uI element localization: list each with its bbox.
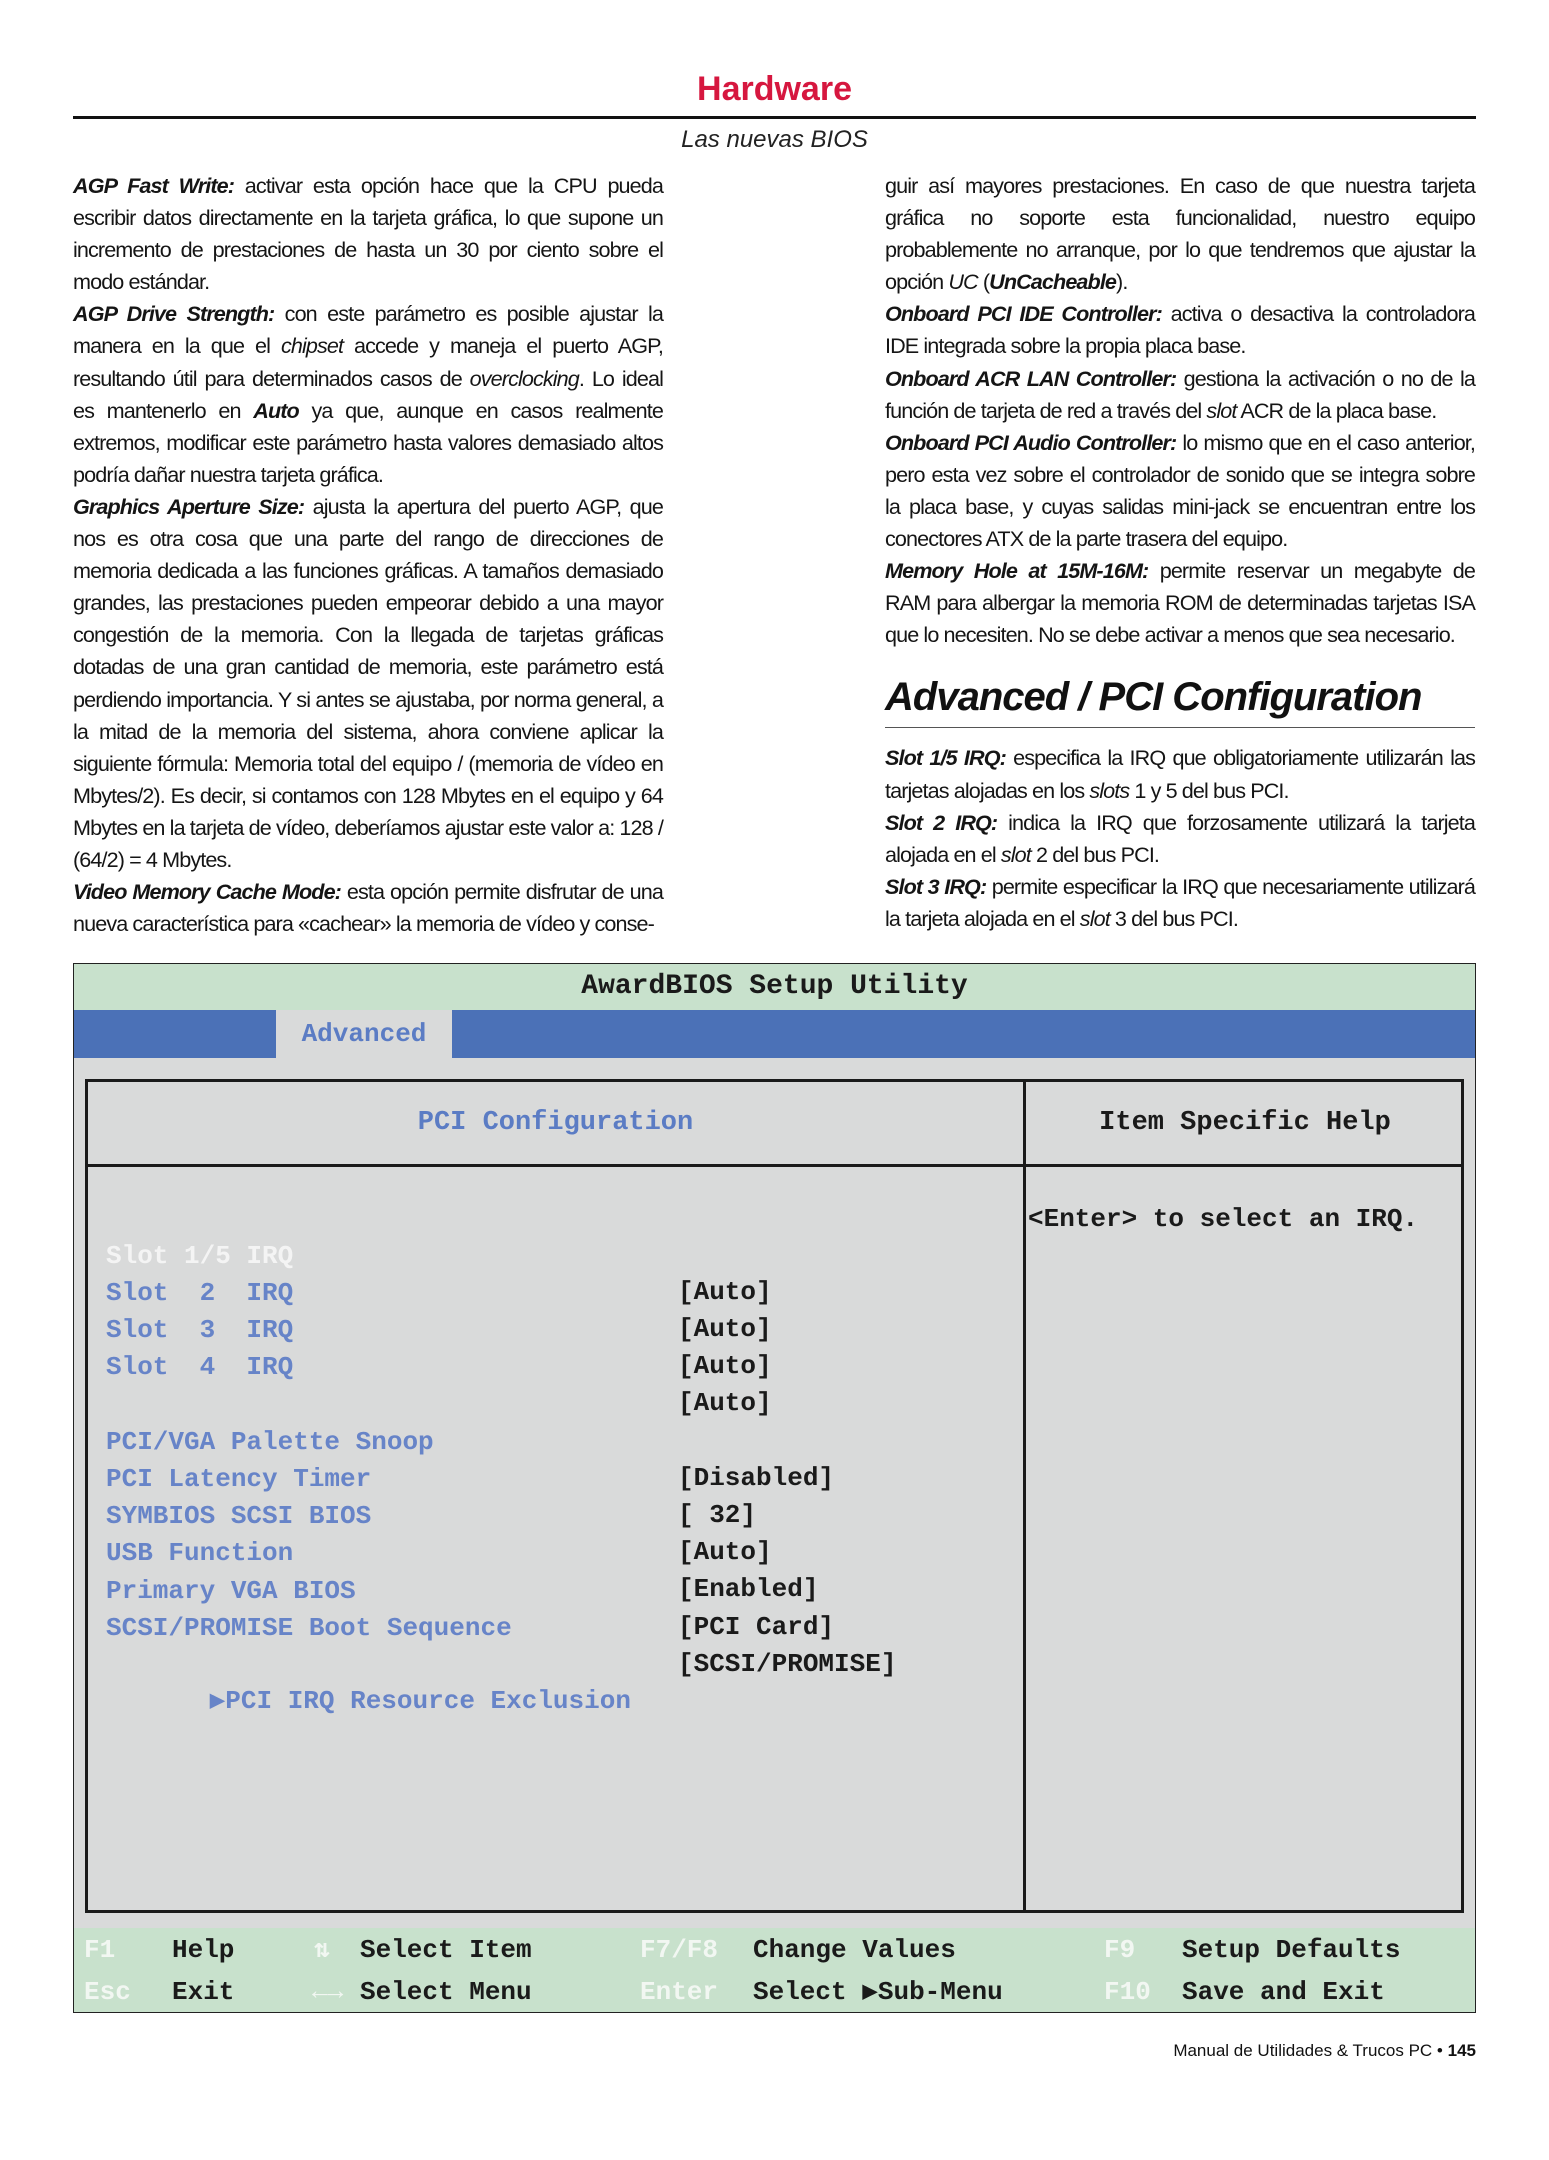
header-divider: [73, 116, 1476, 119]
right-column: [885, 170, 1475, 935]
body-text: esta opción permite disfrutar de una nueva característica para «cachear» la memoria de vídeo y conse-: [73, 879, 663, 937]
body-text: 1 y 5 del bus PCI.: [1129, 777, 1289, 803]
panel-divider-vertical: [1023, 1082, 1026, 1910]
setting-label: Slot 2 IRQ: [106, 1278, 294, 1308]
key-desc: Select Menu: [360, 1977, 532, 2007]
term: Onboard PCI IDE Controller:: [885, 301, 1162, 327]
body-emphasis: UC: [948, 269, 978, 295]
setting-label: USB Function: [106, 1538, 294, 1568]
setting-label: Slot 3 IRQ: [106, 1315, 294, 1345]
panel-divider-horizontal: [88, 1164, 1461, 1167]
setting-value[interactable]: [Auto]: [678, 1388, 772, 1418]
paragraph-continuation: [885, 170, 1475, 298]
body-text: permite especificar la IRQ que necesariamente utilizará la tarjeta alojada en el: [885, 873, 1475, 931]
setting-value[interactable]: [Enabled]: [678, 1574, 819, 1604]
body-emphasis: chipset: [280, 333, 344, 359]
term: AGP Drive Strength:: [73, 301, 275, 327]
key-help[interactable]: [84, 1930, 235, 1970]
paragraph-slot-3-irq: [885, 871, 1475, 935]
key-desc: Select ▶Sub-Menu: [753, 1977, 1003, 2007]
setting-value[interactable]: [Auto]: [678, 1537, 772, 1567]
paragraph-video-memory-cache-mode: [73, 876, 663, 940]
pane-title: PCI Configuration: [417, 1108, 694, 1138]
key-label: Esc: [84, 1977, 131, 2007]
publication-name: Manual de Utilidades & Trucos PC •: [1173, 2041, 1443, 2060]
submenu-pci-irq-resource-exclusion[interactable]: [116, 1647, 631, 1755]
body-text: 2 del bus PCI.: [1030, 841, 1160, 867]
left-right-arrows-icon: ←→: [312, 1977, 344, 2007]
body-emphasis: overclocking: [469, 365, 579, 391]
body-text: 3 del bus PCI.: [1109, 905, 1238, 931]
setting-value[interactable]: [Auto]: [678, 1277, 772, 1307]
help-text: <Enter> to select an IRQ.: [1028, 1204, 1419, 1234]
setting-row[interactable]: [106, 1313, 772, 1418]
setting-value[interactable]: [SCSI/PROMISE]: [678, 1649, 897, 1679]
setting-label: SCSI/PROMISE Boot Sequence: [106, 1613, 512, 1643]
body-text: gestiona la activación o no de la función de tarjeta de red a través del: [885, 365, 1475, 423]
bios-key-legend: [74, 1928, 1475, 2013]
subsection-heading: Advanced / PCI Configuration: [885, 673, 1475, 728]
key-exit[interactable]: [84, 1972, 235, 2012]
help-title: Item Specific Help: [1099, 1108, 1391, 1138]
setting-value[interactable]: [PCI Card]: [678, 1612, 835, 1642]
key-select-menu[interactable]: [312, 1972, 532, 2012]
setting-label: Primary VGA BIOS: [106, 1576, 356, 1606]
body-text: . Lo ideal es mantenerlo en: [73, 365, 664, 423]
section-subtitle: Las nuevas BIOS: [681, 126, 868, 153]
body-text: permite reservar un megabyte de RAM para albergar la memoria ROM de determinadas tarjetas ISA que lo necesiten. No se debe activar a menos que sea necesario.: [885, 558, 1475, 648]
key-desc: Help: [172, 1935, 235, 1965]
tab-advanced[interactable]: Advanced: [276, 1010, 452, 1058]
body-text: activar esta opción hace que la CPU pueda escribir datos directamente en la tarjeta gráfica, lo que supone un incremento de prestaciones de hasta un 30 por ciento sobre el modo estándar.: [73, 173, 663, 295]
setting-value[interactable]: [Auto]: [678, 1314, 772, 1344]
key-change-values[interactable]: [640, 1930, 956, 1970]
key-desc: Save and Exit: [1182, 1977, 1385, 2007]
paragraph-agp-fast-write: [73, 170, 663, 298]
key-desc: Exit: [172, 1977, 235, 2007]
key-label: F7/F8: [640, 1935, 719, 1965]
paragraph-graphics-aperture-size: [73, 491, 663, 876]
setting-value[interactable]: [Disabled]: [678, 1463, 835, 1493]
setting-label: Slot 4 IRQ: [106, 1352, 294, 1382]
section-title: Hardware: [697, 70, 852, 108]
key-desc: Change Values: [753, 1935, 956, 1965]
paragraph-slot-2-irq: [885, 807, 1475, 871]
body-text: ya que, aunque en casos realmente extremos, modificar este parámetro hasta valores demasiado altos podría dañar nuestra tarjeta gráfica.: [73, 397, 663, 487]
body-text: ).: [1116, 269, 1128, 295]
key-desc: Select Item: [360, 1935, 532, 1965]
body-text: especifica la IRQ que obligatoriamente utilizarán las tarjetas alojadas en los: [885, 745, 1475, 803]
triangle-right-icon: ▶: [209, 1686, 226, 1716]
setting-label: PCI Latency Timer: [106, 1464, 372, 1494]
body-text: (: [977, 269, 990, 295]
key-save-exit[interactable]: [1104, 1972, 1385, 2012]
key-label: F10: [1104, 1977, 1151, 2007]
body-text: lo mismo que en el caso anterior, pero esta vez sobre el controlador de sonido que se integra sobre la placa base, y cuyas salidas mini-jack se encuentran entre los conectores ATX de la parte trasera del equipo.: [885, 429, 1476, 552]
paragraph-agp-drive-strength: [73, 298, 663, 491]
body-text: accede y maneja el puerto AGP, resultando útil para determinados casos de: [73, 333, 664, 391]
paragraph-memory-hole: [885, 555, 1475, 651]
submenu-label: PCI IRQ Resource Exclusion: [225, 1686, 631, 1716]
bios-screenshot: [73, 963, 1476, 2013]
setting-label: SYMBIOS SCSI BIOS: [106, 1501, 372, 1531]
key-label: F1: [84, 1935, 116, 1965]
bios-title-bar: AwardBIOS Setup Utility: [74, 964, 1475, 1010]
paragraph-onboard-pci-audio: [885, 427, 1475, 555]
body-text: indica la IRQ que forzosamente utilizará la tarjeta alojada en el: [885, 809, 1475, 867]
setting-label: Slot 1/5 IRQ: [106, 1241, 294, 1271]
term: Slot 1/5 IRQ:: [885, 745, 1006, 771]
body-emphasis: slot: [1206, 397, 1237, 423]
left-column: [73, 170, 663, 940]
term: AGP Fast Write:: [73, 173, 235, 198]
body-bold: Auto: [253, 397, 299, 423]
key-select-submenu[interactable]: [640, 1972, 1003, 2012]
term: Slot 3 IRQ:: [885, 873, 987, 899]
body-text: activa o desactiva la controladora IDE integrada sobre la propia placa base.: [885, 301, 1475, 359]
body-text: ACR de la placa base.: [1236, 397, 1437, 423]
key-select-item[interactable]: [314, 1930, 532, 1970]
paragraph-onboard-pci-ide: [885, 298, 1475, 362]
term: Graphics Aperture Size:: [73, 493, 305, 519]
term: Video Memory Cache Mode:: [73, 879, 341, 905]
bios-main-panel: [85, 1079, 1464, 1913]
key-label: Enter: [640, 1977, 719, 2007]
setting-label: PCI/VGA Palette Snoop: [106, 1427, 434, 1457]
term: Memory Hole at 15M-16M:: [885, 558, 1149, 584]
body-text: guir así mayores prestaciones. En caso de que nuestra tarjeta gráfica no soporte esta funcionalidad, nuestro equipo probablemente no arranque, por lo que tendremos que ajustar la opción: [885, 173, 1475, 295]
updown-arrows-icon: ⇅: [314, 1935, 330, 1965]
setting-value[interactable]: [ 32]: [678, 1500, 757, 1530]
term: Slot 2 IRQ:: [885, 809, 998, 835]
key-desc: Setup Defaults: [1182, 1935, 1401, 1965]
setting-value[interactable]: [Auto]: [678, 1351, 772, 1381]
body-emphasis: slot: [1079, 905, 1110, 931]
body-text: ajusta la apertura del puerto AGP, que nos es otra cosa que una parte del rango de direcciones de memoria dedicada a las funciones gráficas. A tamaños demasiado grandes, las prestaciones pueden empeorar debido a una mayor congestión de la memoria. Con la llegada de tarjetas gráficas dotadas de una gran cantidad de memoria, este parámetro está perdiendo importancia. Y si antes se ajustaba, por norma general, a la mitad de la memoria del sistema, ahora conviene aplicar la siguiente fórmula: Memoria total del equipo / (memoria de vídeo en Mbytes/2). Es decir, si contamos con 128 Mbytes en el equipo y 64 Mbytes en la tarjeta de vídeo, deberíamos ajustar este valor a: 128 / (64/2) = 4 Mbytes.: [73, 493, 664, 872]
page-footer: [1173, 2041, 1476, 2061]
body-emphasis: slot: [1000, 841, 1031, 867]
term: Onboard PCI Audio Controller:: [885, 429, 1177, 455]
body-emphasis: slots: [1089, 777, 1130, 803]
body-bold: UnCacheable: [989, 269, 1117, 295]
key-label: F9: [1104, 1935, 1136, 1965]
paragraph-slot-1-5-irq: [885, 742, 1475, 806]
paragraph-onboard-acr-lan: [885, 363, 1475, 427]
body-text: con este parámetro es posible ajustar la manera en la que el: [73, 301, 663, 359]
page-number: 145: [1447, 2041, 1476, 2060]
key-setup-defaults[interactable]: [1104, 1930, 1401, 1970]
term: Onboard ACR LAN Controller:: [885, 365, 1177, 391]
